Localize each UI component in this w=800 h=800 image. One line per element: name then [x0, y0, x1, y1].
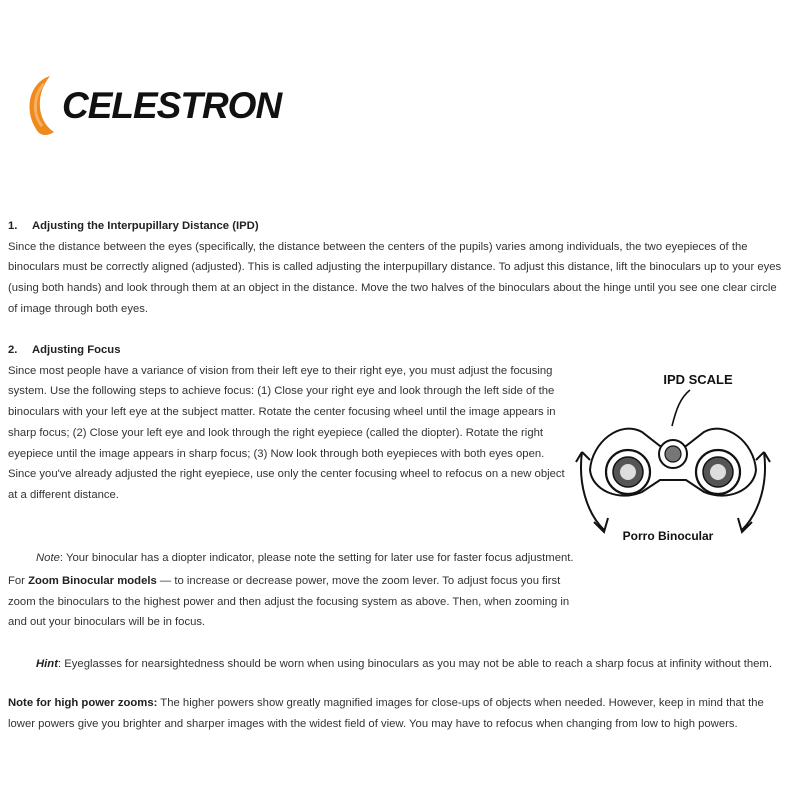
porro-binocular-diagram — [568, 362, 778, 552]
section-title: Adjusting the Interpupillary Distance (IPD) — [32, 220, 259, 232]
ipd-pointer-line — [672, 390, 690, 426]
celestron-logo — [24, 74, 281, 136]
section-number: 1. — [8, 220, 18, 232]
brand-name: CELESTRON — [62, 84, 282, 126]
section-body: Since most people have a variance of vision from their left eye to their right eye, you must adjust the focusing system. Use the following steps to achieve focus: (1) Close your right eye and look through the left side of the binoculars with your left eye at the subject matter. Rotate the center focusing wheel until the image appears in sharp focus; (2) Close your left eye and look through the right eyepiece (called the diopter). Rotate the right eyepiece until the image appears in sharp focus; (3) Now look through both eyepieces with both eyes open. Since you've already adjusted the right eyepiece, use only the center focusing wheel to refocus on a new object at a different distance. — [8, 364, 565, 501]
note-label: Note — [36, 552, 60, 564]
zoom-label: Zoom Binocular models — [28, 575, 157, 587]
section-ipd — [8, 216, 783, 320]
high-power-text: The higher powers show greatly magnified images for close-ups of objects when needed. However, keep in mind that the lower powers give you brighter and sharper images with the widest field of view. You may have to refocus when changing from low to high powers. — [8, 697, 764, 730]
note-diopter — [8, 548, 596, 569]
note-text: : Your binocular has a diopter indicator, please note the setting for later use for faster focus adjustment. — [59, 552, 574, 564]
porro-binocular-label: Porro Binocular — [622, 529, 714, 543]
high-power-label: Note for high power zooms: — [8, 697, 158, 709]
zoom-models-paragraph — [8, 571, 588, 633]
hint-paragraph — [8, 654, 800, 675]
section-focus — [8, 340, 568, 506]
ipd-scale-label: IPD SCALE — [663, 372, 733, 387]
section-heading — [8, 216, 783, 237]
section-body: Since the distance between the eyes (specifically, the distance between the centers of the pupils) varies among individuals, the two eyepieces of the binoculars must be correctly aligned (adjusted). This is called adjusting the interpupillary distance. To adjust this distance, lift the binoculars up to your eyes (using both hands) and look through them at an object in the distance. Move the two halves of the binoculars about the hinge until you see one clear circle of image through both eyes. — [8, 240, 782, 315]
celestron-swoosh-icon — [24, 74, 58, 136]
section-heading — [8, 340, 568, 361]
zoom-text: — to increase or decrease power, move the zoom lever. To adjust focus you first zoom the binoculars to the highest power and then adjust the focusing system as above. Then, when zooming in and out your binoculars will be in focus. — [8, 575, 570, 629]
zoom-prefix: For — [8, 575, 29, 587]
hint-text: : Eyeglasses for nearsightedness should be worn when using binoculars as you may not be able to reach a sharp focus at infinity without them. — [57, 658, 772, 670]
hint-label: Hint — [36, 658, 58, 670]
section-title: Adjusting Focus — [32, 344, 121, 356]
section-number: 2. — [8, 344, 18, 356]
high-power-note — [8, 693, 788, 734]
